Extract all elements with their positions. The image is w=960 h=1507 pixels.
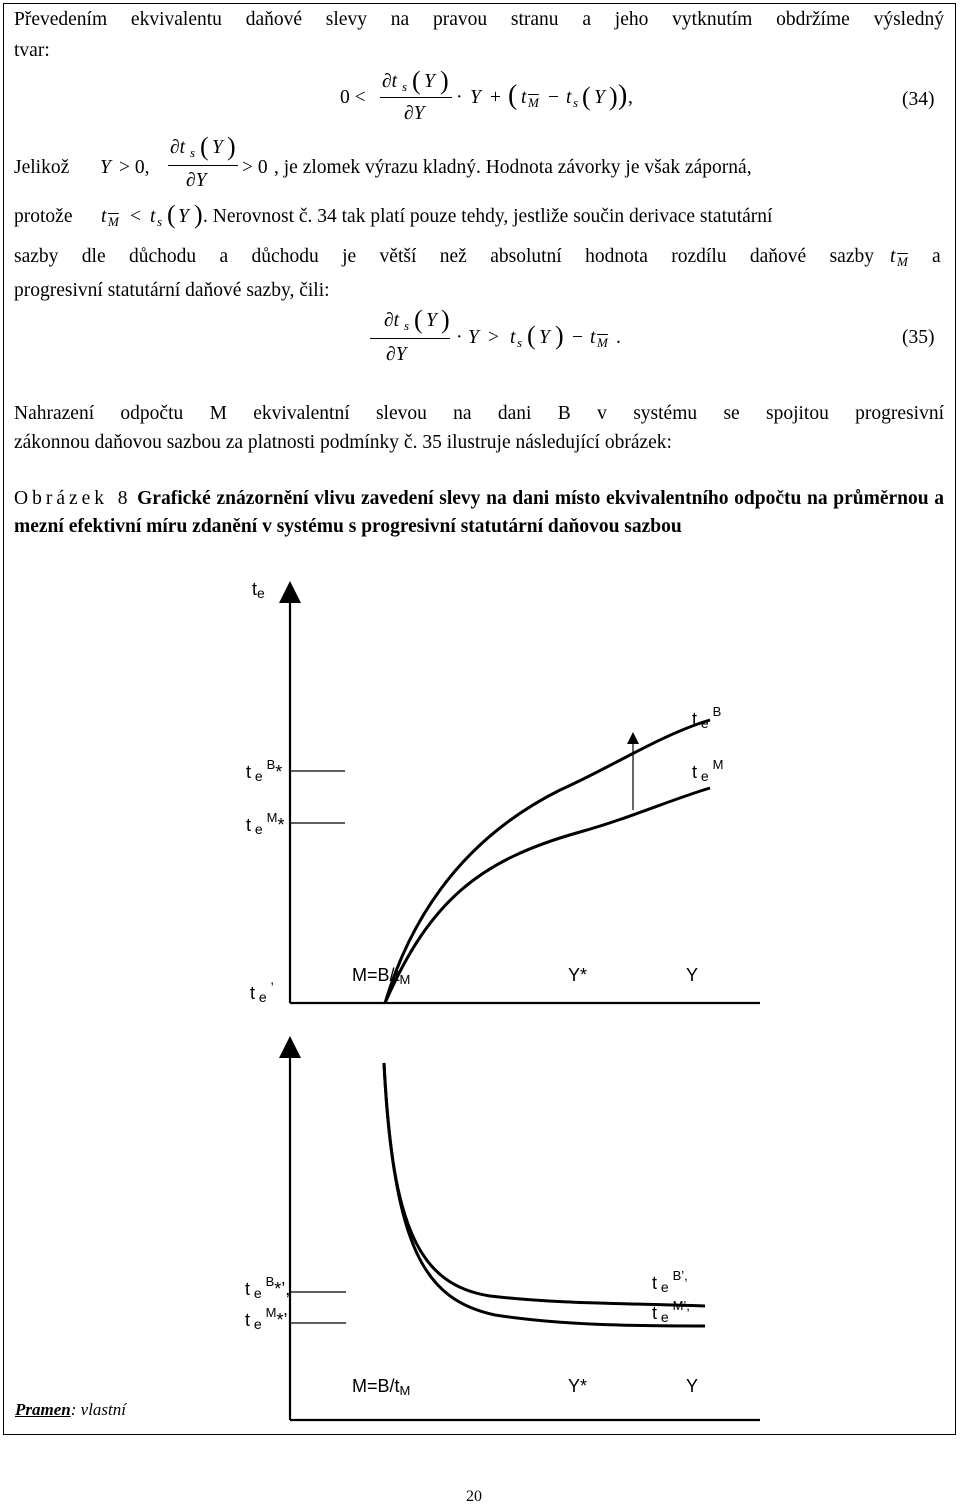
bottom-graph-y-tick-te-b-star: t e $^B$*’, xyxy=(245,1274,291,1301)
paragraph-4: sazby dle důchodu a důchodu je větší než absolutní hodnota rozdílu daňové sazby xyxy=(14,246,874,267)
figure-caption-lead: Obrázek 8 xyxy=(14,488,132,509)
paragraph-1-line-2: tvar: xyxy=(14,40,50,61)
bottom-graph-y-tick-te-m-star: t e $^M$*’, xyxy=(245,1305,293,1332)
top-graph-series-te-m xyxy=(385,788,710,1003)
bottom-graph-series-label-te-m: t e $^{M’,}$ xyxy=(652,1298,690,1325)
figure-source-value: : vlastní xyxy=(70,1400,126,1419)
top-graph-series-label-te-m: t e $^M$ xyxy=(692,757,724,784)
figure-source xyxy=(15,1400,126,1420)
top-graph-series-label-te-b: t e $^B$ xyxy=(692,704,722,731)
protoze-word: protože xyxy=(14,206,73,227)
page-number: 20 xyxy=(466,1488,482,1505)
top-graph-y-label: te xyxy=(252,579,265,601)
top-graph-x-tick-ystar: Y* xyxy=(568,965,588,985)
top-graph xyxy=(246,579,760,1005)
jelikoz-word: Jelikož xyxy=(14,157,70,178)
paragraph-6-line-1: Nahrazení odpočtu M ekvivalentní slevou na dani B v systému se spojitou progresivní xyxy=(14,403,944,424)
equation-34-number: (34) xyxy=(902,89,935,110)
top-graph-y-tick-te-b-star: t e $^B$* xyxy=(246,757,283,784)
paragraph-5: progresivní statutární daňové sazby, čili: xyxy=(14,280,330,301)
paragraph-4-a: a xyxy=(932,246,941,267)
paragraph-1-line-1: Převedením ekvivalentu daňové slevy na pravou stranu a jeho vytknutím obdržíme výsledný xyxy=(14,9,944,30)
bottom-graph-x-tick-ystar: Y* xyxy=(568,1376,588,1396)
bottom-graph-series-label-te-b: t e $^{B’,}$ xyxy=(652,1268,688,1295)
top-graph-x-tick-m: M=B/tM xyxy=(352,965,411,987)
paragraph-6-line-2: zákonnou daňovou sazbou za platnosti podmínky č. 35 ilustruje následující obrázek: xyxy=(14,432,672,453)
top-graph-series-te-b xyxy=(385,720,710,1003)
top-graph-x-tick-y: Y xyxy=(686,965,699,985)
equation-35-number: (35) xyxy=(902,327,935,348)
figure-caption-title: Grafické znázornění vlivu zavedení slevy na dani místo ekvivalentního odpočtu na průměrnou a mezní efektivní míru zdanění v systému s progresivní statutární daňovou sazbou xyxy=(14,488,944,537)
bottom-graph-x-tick-m: M=B/tM xyxy=(352,1376,411,1398)
bottom-graph xyxy=(245,1047,760,1420)
paragraph-2-tail: , je zlomek výrazu kladný. Hodnota závorky je však záporná, xyxy=(274,157,752,178)
figure-source-label: Pramen xyxy=(15,1400,71,1419)
top-graph-label-te-prime: t e ’ xyxy=(250,979,274,1005)
bottom-graph-series-te-b xyxy=(384,1063,705,1306)
bottom-graph-x-tick-y: Y xyxy=(686,1376,699,1396)
paragraph-3-tail: . Nerovnost č. 34 tak platí pouze tehdy, jestliže součin derivace statutární xyxy=(203,206,773,227)
top-graph-y-tick-te-m-star: t e $^M$* xyxy=(246,810,285,837)
